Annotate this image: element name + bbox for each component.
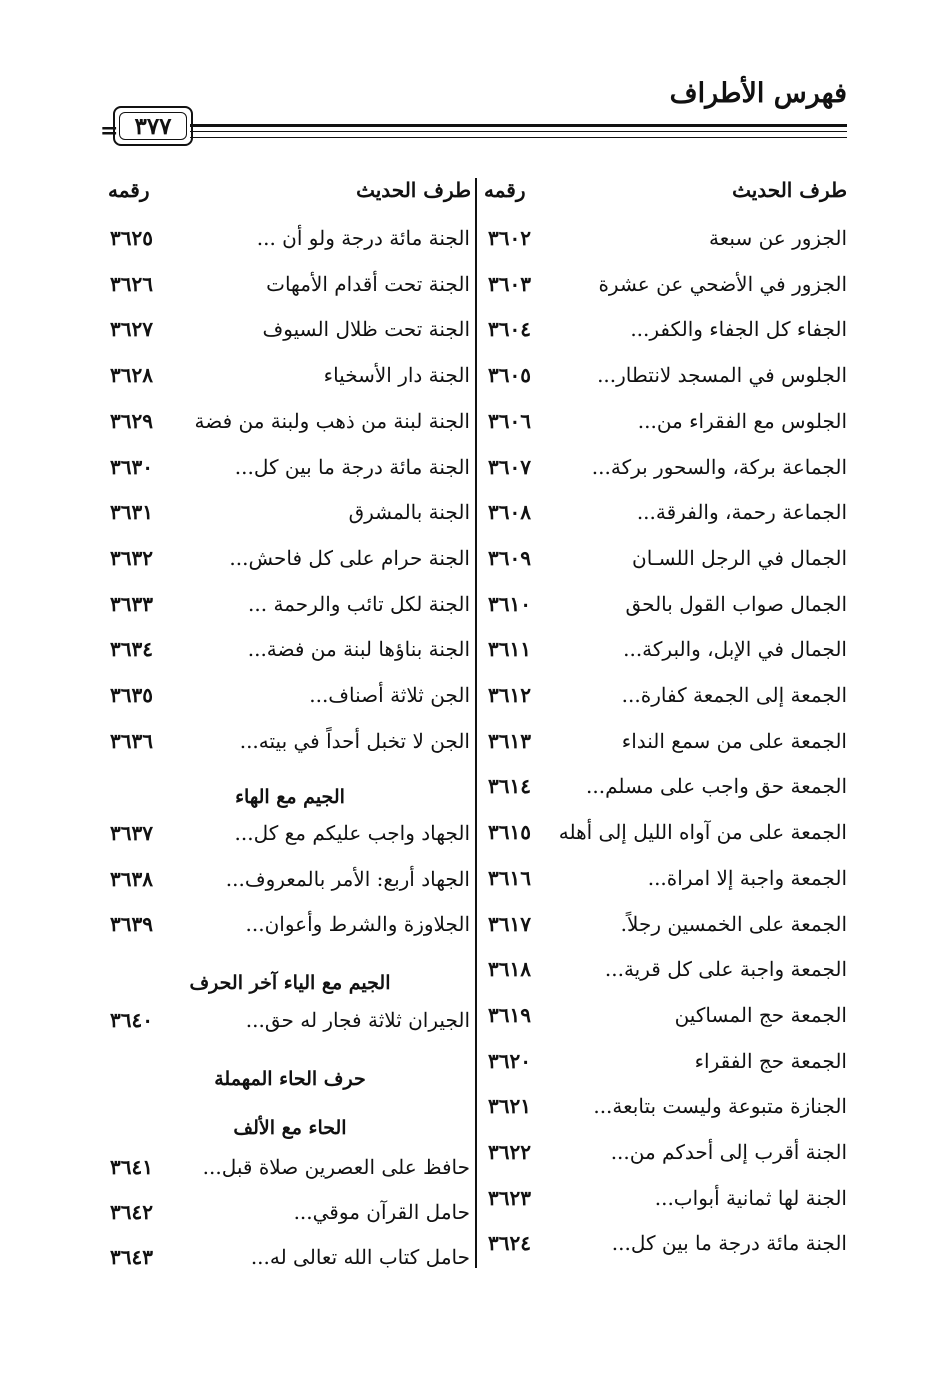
hadith-number: ٣٦١٩	[488, 1003, 531, 1027]
hadith-opening: الجنة بناؤها لبنة من فضة...	[247, 637, 470, 661]
hadith-opening: الجلاوزة والشرط وأعوان...	[245, 912, 470, 936]
index-entry	[488, 360, 847, 392]
hadith-opening: الجماعة رحمة، والفرقة...	[636, 500, 847, 524]
hadith-opening: الجمال صواب القول بالحق	[625, 592, 847, 616]
hadith-opening: حافظ على العصرين صلاة قبل...	[202, 1155, 470, 1179]
index-entry	[488, 1183, 847, 1215]
index-entry	[110, 1152, 470, 1184]
index-entry	[110, 452, 470, 484]
hadith-opening: الجمعة على الخمسين رجلاً.	[620, 912, 847, 936]
index-entry	[488, 909, 847, 941]
index-entry	[488, 680, 847, 712]
hadith-number: ٣٦٢١	[488, 1094, 531, 1118]
hadith-opening: الجنازة متبوعة وليست بتابعة...	[593, 1094, 847, 1118]
hadith-opening: الجزور عن سبعة	[709, 226, 847, 250]
index-entry	[110, 314, 470, 346]
hadith-number: ٣٦٢٦	[110, 272, 153, 296]
hadith-opening: الجنة أقرب إلى أحدكم من...	[610, 1140, 847, 1164]
section-heading: حرف الحاء المهملة	[214, 1068, 366, 1090]
hadith-number: ٣٦٤٣	[110, 1245, 153, 1269]
index-entry	[110, 726, 470, 758]
hadith-number: ٣٦٢٩	[110, 409, 153, 433]
index-entry	[110, 543, 470, 575]
hadith-number: ٣٦١١	[488, 637, 531, 661]
hadith-number: ٣٦٣٢	[110, 546, 153, 570]
hadith-opening: الجمعة حج المساكين	[674, 1003, 847, 1027]
hadith-opening: الجنة بالمشرق	[348, 500, 470, 524]
hadith-opening: الجمعة واجبة على كل قرية...	[604, 957, 847, 981]
hadith-number: ٣٦٣١	[110, 500, 153, 524]
hadith-opening: الجهاد أربع: الأمر بالمعروف...	[225, 867, 470, 891]
hadith-opening: الجنة لها ثمانية أبواب...	[654, 1186, 847, 1210]
index-entry	[488, 497, 847, 529]
hadith-opening: الجمال في الرجل اللسـان	[632, 546, 847, 570]
index-entry	[110, 1197, 470, 1229]
hadith-number: ٣٦١٧	[488, 912, 531, 936]
hadith-opening: الجفاء كل الجفاء والكفر...	[630, 317, 847, 341]
index-entry	[110, 589, 470, 621]
hadith-number: ٣٦٣٦	[110, 729, 153, 753]
index-entry	[488, 543, 847, 575]
hadith-opening: الجن لا تخبل أحداً في بيته...	[239, 729, 470, 753]
hadith-opening: حامل القرآن موقي...	[293, 1200, 470, 1224]
hadith-number: ٣٦٠٤	[488, 317, 531, 341]
hadith-number: ٣٦١٥	[488, 820, 531, 844]
hadith-number: ٣٦٠٩	[488, 546, 531, 570]
index-entry	[488, 771, 847, 803]
hadith-opening: الجنة لبنة من ذهب ولبنة من فضة	[194, 409, 470, 433]
index-entry	[488, 726, 847, 758]
hadith-opening: الجمعة إلى الجمعة كفارة...	[621, 683, 847, 707]
hadith-opening: حامل كتاب الله تعالى له...	[250, 1245, 470, 1269]
hadith-opening: الجمال في الإبل، والبركة...	[623, 637, 847, 661]
hadith-opening: الجمعة حج الفقراء	[694, 1049, 847, 1073]
hadith-opening: الجلوس مع الفقراء من...	[637, 409, 847, 433]
hadith-opening: الجن ثلاثة أصناف...	[309, 683, 470, 707]
left-column-text-header: طرف الحديث	[356, 178, 471, 202]
hadith-number: ٣٦٤٠	[110, 1008, 153, 1032]
hadith-number: ٣٦٠٣	[488, 272, 531, 296]
page-title: فهرس الأطراف	[669, 78, 847, 109]
index-entry	[488, 452, 847, 484]
hadith-number: ٣٦٢٨	[110, 363, 153, 387]
header-rule	[190, 131, 847, 132]
hadith-number: ٣٦٣٨	[110, 867, 153, 891]
header-mark: =	[100, 118, 119, 144]
hadith-number: ٣٦٠٥	[488, 363, 531, 387]
index-entry	[110, 269, 470, 301]
hadith-number: ٣٦٣٧	[110, 821, 153, 845]
hadith-number: ٣٦١٢	[488, 683, 531, 707]
index-entry	[110, 680, 470, 712]
hadith-number: ٣٦٣٩	[110, 912, 153, 936]
hadith-number: ٣٦٢٢	[488, 1140, 531, 1164]
hadith-number: ٣٦٠٨	[488, 500, 531, 524]
hadith-number: ٣٦١٦	[488, 866, 531, 890]
hadith-opening: الجنة لكل تائب والرحمة ...	[248, 592, 470, 616]
section-heading: الحاء مع الألف	[233, 1117, 347, 1139]
index-entry	[488, 1000, 847, 1032]
index-entry	[488, 863, 847, 895]
hadith-opening: الجماعة بركة، والسحور بركة...	[591, 455, 847, 479]
index-entry	[488, 954, 847, 986]
hadith-number: ٣٦٢٤	[488, 1231, 531, 1255]
hadith-opening: الجمعة حق واجب على مسلم...	[586, 774, 847, 798]
right-column-text-header: طرف الحديث	[732, 178, 847, 202]
index-entry	[110, 1242, 470, 1274]
hadith-number: ٣٦٠٢	[488, 226, 531, 250]
page-header	[0, 0, 949, 150]
index-entry	[110, 1005, 470, 1037]
index-entry	[488, 1091, 847, 1123]
index-entry	[488, 223, 847, 255]
index-entry	[110, 406, 470, 438]
hadith-number: ٣٦٠٦	[488, 409, 531, 433]
page-number: ٣٧٧	[119, 112, 187, 140]
page-number-box	[113, 106, 193, 146]
hadith-opening: الجنة تحت ظلال السيوف	[262, 317, 470, 341]
column-divider	[475, 178, 477, 1268]
hadith-opening: الجنة مائة درجة ولو أن ...	[256, 226, 470, 250]
index-entry	[110, 634, 470, 666]
hadith-number: ٣٦٠٧	[488, 455, 531, 479]
hadith-opening: الجمعة على من سمع النداء	[621, 729, 847, 753]
index-entry	[110, 360, 470, 392]
hadith-opening: الجنة حرام على كل فاحش...	[229, 546, 470, 570]
hadith-number: ٣٦٢٧	[110, 317, 153, 341]
right-column-number-header: رقمه	[484, 178, 526, 202]
hadith-number: ٣٦٣٤	[110, 637, 153, 661]
hadith-number: ٣٦٣٠	[110, 455, 153, 479]
index-entry	[110, 223, 470, 255]
hadith-opening: الجزور في الأضحي عن عشرة	[598, 272, 847, 296]
header-rule	[190, 137, 847, 138]
index-entry	[488, 634, 847, 666]
hadith-number: ٣٦٣٣	[110, 592, 153, 616]
header-rule	[190, 124, 847, 127]
hadith-number: ٣٦١٨	[488, 957, 531, 981]
index-entry	[488, 589, 847, 621]
hadith-number: ٣٦٣٥	[110, 683, 153, 707]
hadith-number: ٣٦٤٢	[110, 1200, 153, 1224]
hadith-opening: الجنة تحت أقدام الأمهات	[266, 272, 470, 296]
index-entry	[110, 864, 470, 896]
hadith-number: ٣٦٢٠	[488, 1049, 531, 1073]
hadith-number: ٣٦١٤	[488, 774, 531, 798]
hadith-opening: الجلوس في المسجد لانتطار...	[597, 363, 847, 387]
hadith-number: ٣٦٤١	[110, 1155, 153, 1179]
index-entry	[488, 406, 847, 438]
hadith-opening: الجنة دار الأسخياء	[323, 363, 470, 387]
left-column-number-header: رقمه	[108, 178, 150, 202]
hadith-opening: الجمعة واجبة إلا امراة...	[647, 866, 847, 890]
index-entry	[110, 818, 470, 850]
index-entry	[110, 909, 470, 941]
hadith-number: ٣٦١٣	[488, 729, 531, 753]
hadith-opening: الجنة مائة درجة ما بين كل...	[234, 455, 470, 479]
index-entry	[488, 1137, 847, 1169]
hadith-opening: الجمعة على من آواه الليل إلى أهله	[558, 820, 847, 844]
index-entry	[110, 497, 470, 529]
hadith-opening: الجيران ثلاثة فجار له حق...	[245, 1008, 470, 1032]
hadith-number: ٣٦١٠	[488, 592, 531, 616]
section-heading: الجيم مع الهاء	[235, 786, 345, 808]
index-entry	[488, 1046, 847, 1078]
hadith-number: ٣٦٢٥	[110, 226, 153, 250]
index-entry	[488, 314, 847, 346]
index-entry	[488, 269, 847, 301]
hadith-opening: الجنة مائة درجة ما بين كل...	[611, 1231, 847, 1255]
index-entry	[488, 817, 847, 849]
hadith-opening: الجهاد واجب عليكم مع كل...	[234, 821, 470, 845]
hadith-number: ٣٦٢٣	[488, 1186, 531, 1210]
index-entry	[488, 1228, 847, 1260]
section-heading: الجيم مع الياء آخر الحرف	[189, 972, 391, 994]
